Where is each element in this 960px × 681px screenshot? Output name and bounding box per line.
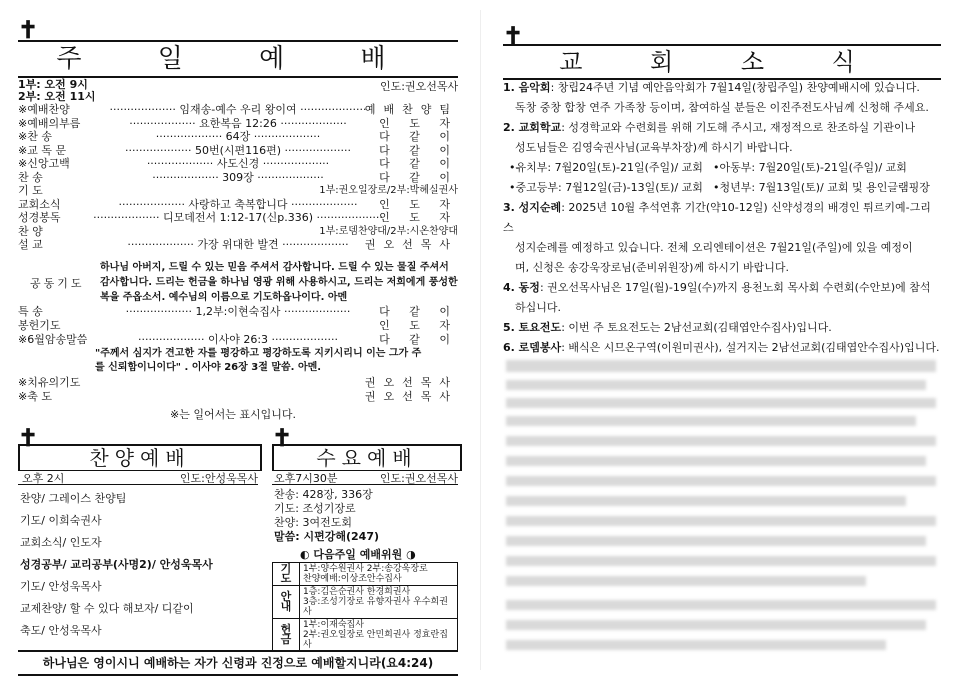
- news-item: [503, 118, 941, 158]
- praise-line: 찬양/ 그레이스 찬양팀: [20, 492, 127, 505]
- committee-member-line: 1부:이재숙집사: [303, 620, 364, 630]
- news-item: [503, 78, 941, 118]
- news-item: [503, 318, 941, 338]
- order-row: [18, 103, 458, 116]
- schedule-row: [503, 158, 941, 178]
- news-text: : 배식은 시므온구역(이원미권사), 설거지는 2남선교회(김태엽안수집사)입니다.: [561, 341, 940, 354]
- schedule-a: •중고등부: 7월12일(금)-13일(토)/ 교회: [509, 181, 703, 194]
- order-leader: 다 같 이: [379, 305, 458, 318]
- schedule-b: •아동부: 7월20일(토)-21일(주일)/ 교회: [713, 161, 907, 174]
- news-line: [503, 198, 941, 238]
- order-item: ··················· 사도신경 ···················: [146, 157, 330, 170]
- news-cont: 독창 중창 합창 연주 가족창 등이며, 참여하실 분들은 이진주전도사님께 신청해 주세요.: [515, 101, 929, 114]
- worship-leader: 인도:권오선목사: [380, 80, 459, 93]
- praise-line: 축도/ 안성욱목사: [20, 624, 102, 637]
- order-leader: 권오선목사: [364, 376, 458, 389]
- order-label: 성경봉독: [18, 211, 61, 224]
- order-row: [18, 144, 458, 157]
- committee-head: 헌금: [273, 619, 300, 652]
- order-leader: 1부:권오일장로/2부:박혜실권사: [319, 185, 458, 196]
- order-label: ※예배의부름: [18, 116, 81, 130]
- news-cont: 하십니다.: [515, 301, 562, 314]
- committee-members: [300, 586, 458, 619]
- order-label: 찬 양: [18, 224, 43, 238]
- order-label: ※치유의기도: [18, 376, 81, 389]
- order-leader: 1부:로뎀찬양대/2부:시온찬양대: [319, 225, 458, 237]
- news-number: 1.: [503, 81, 519, 94]
- praise-title: 찬양예배: [18, 444, 262, 471]
- praise-list: [20, 488, 260, 642]
- order-leader: 권오선목사: [364, 238, 458, 251]
- order-leader: 예배찬양팀: [364, 103, 458, 116]
- news-line: [503, 338, 941, 358]
- order-row: [18, 157, 458, 170]
- news-number: 2.: [503, 121, 519, 134]
- committee-member-line: 2부:권오일장로 안민희권사 정효란집사: [303, 630, 448, 650]
- committee-member-line: 1층:김은순권사 한경희권사: [303, 587, 411, 597]
- wednesday-list: [274, 488, 460, 544]
- order-label: 찬 송: [18, 170, 43, 184]
- order-label: ※예배찬양: [18, 103, 70, 116]
- order-row: [18, 198, 458, 211]
- committee-row: [273, 563, 458, 586]
- news-head: 교회학교: [518, 121, 562, 134]
- news-line: [503, 278, 941, 298]
- news-text: : 2025년 10월 추석연휴 기간(약10-12일) 신약성경의 배경인 튀르키예-그리스: [503, 201, 931, 234]
- news-text: : 이번 주 토요전도는 2남선교회(김태엽안수집사)입니다.: [561, 321, 832, 334]
- news-head: 동정: [518, 281, 540, 294]
- cross-icon: ✝: [18, 423, 39, 452]
- order-label: ※축 도: [18, 390, 52, 403]
- worship-title: 주 일 예 배: [18, 40, 458, 78]
- committee-title: ◐ 다음주일 예배위원 ◑: [300, 548, 416, 561]
- worship-time-2: 2부: 오전 11시: [18, 90, 96, 103]
- committee-members: [300, 563, 458, 586]
- order-leader: 인 도 자: [379, 319, 458, 332]
- news-text: : 성경학교와 수련회를 위해 기도해 주시고, 재정적으로 찬조하실 기관이나: [561, 121, 916, 134]
- memory-verse: "주께서 심지가 견고한 자를 평강하고 평강하도록 지키시리니 이는 그가 주를 신뢰함이니이다" . 이사야 26장 3절 말씀. 아멘.: [95, 348, 422, 373]
- order-row: [18, 390, 458, 403]
- news-text: : 창립24주년 기념 예안음악회가 7월14일(창립주일) 찬양예배시에 있습니다.: [550, 81, 920, 94]
- wednesday-title: 수요예배: [272, 444, 462, 471]
- news-title: 교 회 소 식: [503, 44, 941, 80]
- praise-line: 교회소식/ 인도자: [20, 536, 102, 549]
- common-prayer-text: 하나님 아버지, 드릴 수 있는 믿음 주셔서 감사합니다. 드릴 수 있는 물질 주셔서 감사합니다. 드리는 헌금을 하나님 영광 위해 사용하시고, 드리는 저희에게 풍성한 복을 주옵소서. 예수님의 이름으로 기도하옵나이다. 아멘: [100, 262, 458, 303]
- order-item: ··················· 디모데전서 1:12-17(신p.336) ···················: [93, 211, 383, 224]
- wednesday-line: 말씀: 시편강해(247): [274, 530, 380, 543]
- footer-verse: 하나님은 영이시니 예배하는 자가 신령과 진정으로 예배할지니라(요4:24): [18, 650, 458, 676]
- order-item: ··················· 가장 위대한 발견 ···················: [127, 238, 349, 251]
- wednesday-line: 찬양: 3여전도회: [274, 516, 352, 529]
- news-number: 4.: [503, 281, 519, 294]
- order-leader: 인 도 자: [379, 197, 458, 211]
- order-label: 교회소식: [18, 197, 61, 211]
- order-item: ··················· 사랑하고 축복합니다 ···················: [118, 197, 358, 211]
- order-row: [18, 225, 458, 238]
- order-label: ※찬 송: [18, 130, 52, 143]
- order-row: [18, 238, 458, 251]
- cross-icon: ✝: [18, 15, 39, 44]
- committee-head: 안내: [273, 586, 300, 619]
- news-list: [503, 78, 941, 358]
- order-row: [18, 305, 458, 318]
- praise-line: 교제찬양/ 할 수 있다 해보자/ 디같이: [20, 602, 194, 615]
- praise-line: 기도/ 이희숙권사: [20, 514, 102, 527]
- news-head: 로뎀봉사: [518, 341, 562, 354]
- committee-member-line: 3층:조성기장로 유향자권사 우수희권사: [303, 597, 448, 617]
- order-label: ※신앙고백: [18, 157, 70, 170]
- news-item: [503, 198, 941, 278]
- committee-table: [272, 562, 458, 652]
- committee-row: [273, 619, 458, 652]
- order-row: [18, 376, 458, 389]
- order-row: [18, 130, 458, 143]
- news-text: : 권오선목사님은 17일(월)-19일(수)까지 용천노회 목사회 수련회(수안보)에 참석: [539, 281, 931, 294]
- order-leader: 다 같 이: [379, 333, 458, 346]
- order-row: [18, 319, 458, 332]
- schedule-b: •청년부: 7월13일(토)/ 교회 및 용인글램핑장: [713, 181, 930, 194]
- order-leader: 인 도 자: [379, 116, 458, 130]
- order-leader: 다 같 이: [379, 130, 458, 143]
- committee-row: [273, 586, 458, 619]
- common-prayer-label: 공동기도: [30, 277, 85, 290]
- news-head: 음악회: [518, 81, 551, 94]
- order-row: [18, 184, 458, 197]
- order-leader: 다 같 이: [379, 157, 458, 170]
- order-row: [18, 117, 458, 130]
- order-label: 봉헌기도: [18, 319, 61, 332]
- committee-member-line: 1부:양수원권사 2부:송강욱장로: [303, 564, 428, 574]
- news-line: [503, 318, 941, 338]
- wednesday-line: 기도: 조성기장로: [274, 502, 356, 515]
- order-item: ··················· 이사야 26:3 ···················: [138, 333, 338, 346]
- page-divider: [480, 10, 481, 670]
- committee-members: [300, 619, 458, 652]
- order-leader: 다 같 이: [379, 143, 458, 157]
- standing-note: ※는 일어서는 표시입니다.: [170, 408, 296, 421]
- order-row: [18, 211, 458, 224]
- order-item: ··················· 64장 ···················: [155, 130, 321, 143]
- wednesday-leader: 인도:권오선목사: [379, 472, 458, 485]
- order-item: ··················· 50번(시편116편) ···················: [125, 143, 351, 157]
- order-item: ··················· 1,2부:이현숙집사 ···················: [125, 305, 351, 318]
- order-leader: 다 같 이: [379, 170, 458, 184]
- news-line: [503, 78, 941, 98]
- worship-time-1: 1부: 오전 9시: [18, 78, 88, 91]
- news-number: 5.: [503, 321, 519, 334]
- order-leader: 권오선목사: [364, 390, 458, 403]
- news-number: 6.: [503, 341, 519, 354]
- news-cont: 성지순례를 예정하고 있습니다. 전체 오리엔테이션은 7월21일(주일)에 있을 예정이: [515, 241, 913, 254]
- news-line: [503, 118, 941, 138]
- order-label: 기 도: [18, 184, 43, 197]
- order-row: [18, 171, 458, 184]
- news-cont: 성도님들은 김영숙권사님(교육부차장)께 하시기 바랍니다.: [515, 141, 793, 154]
- wednesday-line: 찬송: 428장, 336장: [274, 488, 373, 501]
- schedule-a: •유치부: 7월20일(토)-21일(주일)/ 교회: [509, 161, 703, 174]
- order-item: ··················· 요한복음 12:26 ···················: [129, 116, 347, 130]
- news-item: [503, 278, 941, 318]
- praise-line: 기도/ 안성욱목사: [20, 580, 102, 593]
- committee-member-line: 찬양예배:이상조안수집사: [303, 574, 402, 584]
- praise-leader: 인도:안성욱목사: [179, 472, 258, 485]
- cross-icon: ✝: [503, 21, 524, 50]
- order-label: 특 송: [18, 305, 43, 318]
- praise-line: 성경공부/ 교리공부(사명2)/ 안성욱목사: [20, 558, 213, 571]
- news-head: 토요전도: [518, 321, 562, 334]
- order-label: 설 교: [18, 238, 43, 251]
- news-item: [503, 338, 941, 358]
- news-cont: 며, 신청은 송강욱장로님(준비위원장)께 하시기 바랍니다.: [515, 261, 789, 274]
- committee-head: 기도: [273, 563, 300, 586]
- order-label: ※6월암송말씀: [18, 333, 88, 346]
- order-row: [18, 333, 458, 346]
- order-item: ··················· 309장 ···················: [152, 170, 324, 184]
- cross-icon: ✝: [272, 423, 293, 452]
- news-number: 3.: [503, 201, 519, 214]
- praise-time: 오후 2시: [22, 472, 65, 485]
- order-leader: 인 도 자: [379, 211, 458, 224]
- wednesday-time: 오후7시30분: [274, 472, 338, 485]
- order-item: ··················· 임재송-예수 우리 왕이여 ···················: [109, 103, 367, 116]
- schedule-row: [503, 178, 941, 198]
- order-label: ※교 독 문: [18, 143, 67, 157]
- news-head: 성지순례: [518, 201, 562, 214]
